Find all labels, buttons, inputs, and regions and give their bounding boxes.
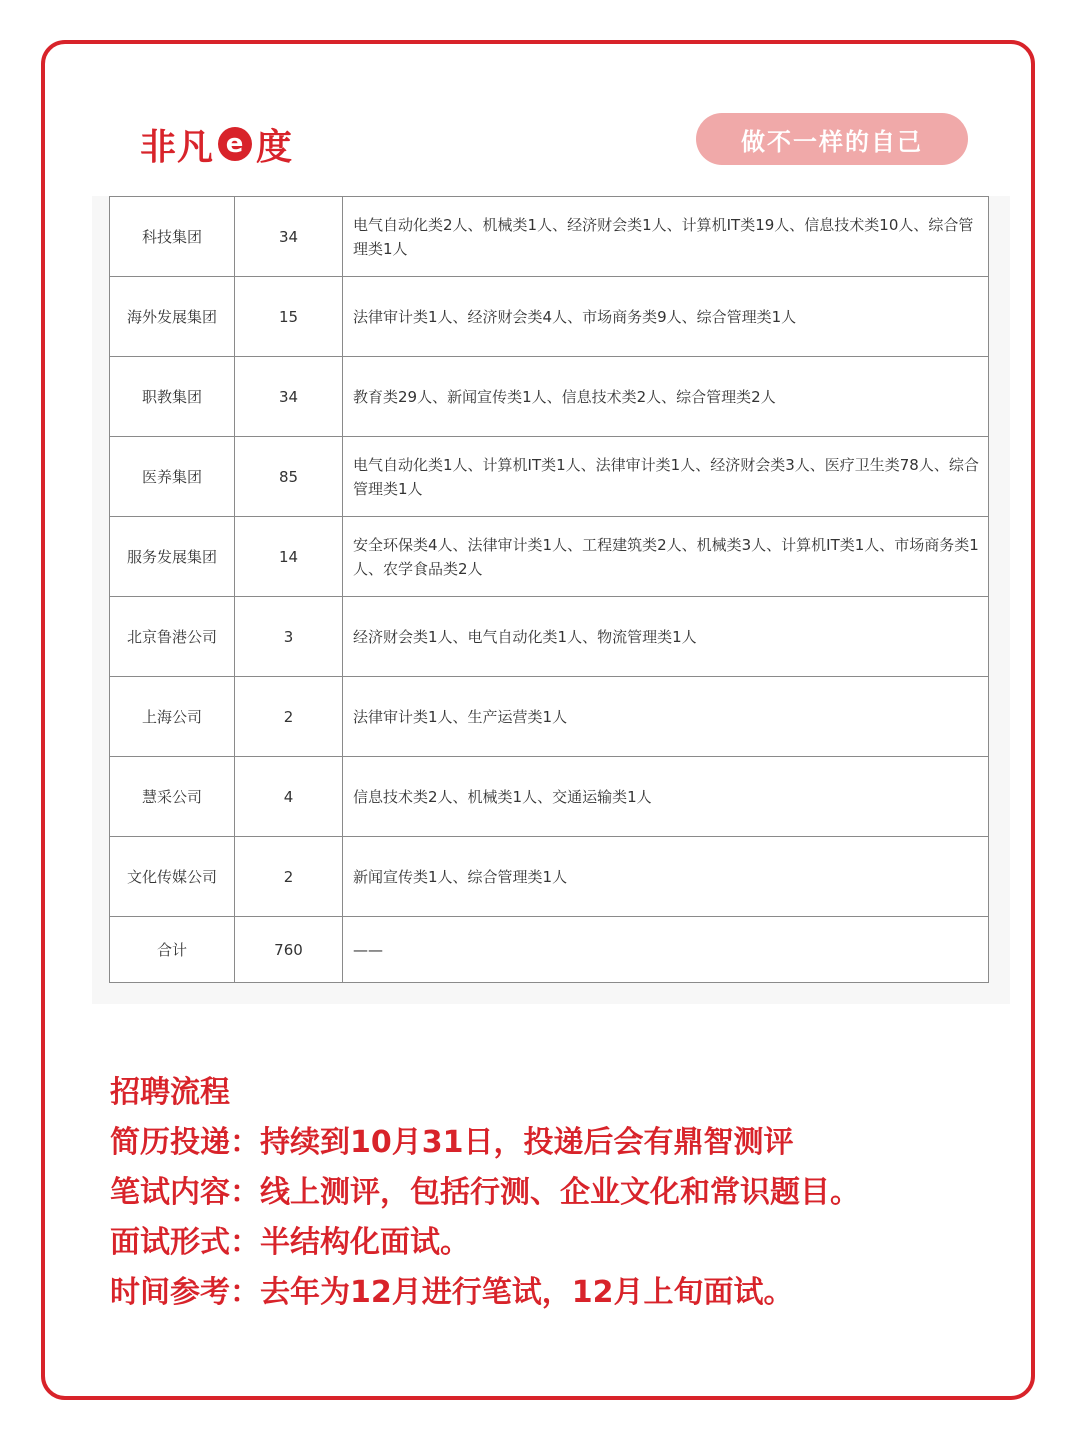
count-cell: 2: [235, 677, 343, 757]
total-label-cell: 合计: [110, 917, 235, 983]
table-row: [110, 677, 989, 757]
unit-cell: 慧采公司: [110, 757, 235, 837]
logo-e-icon: e: [218, 127, 252, 161]
table-row: [110, 277, 989, 357]
table-row: [110, 197, 989, 277]
table-row: [110, 597, 989, 677]
detail-cell: 法律审计类1人、经济财会类4人、市场商务类9人、综合管理类1人: [343, 277, 989, 357]
process-line: 简历投递：持续到10月31日，投递后会有鼎智测评: [110, 1125, 794, 1160]
process-title: 招聘流程: [110, 1075, 230, 1110]
unit-cell: 科技集团: [110, 197, 235, 277]
unit-cell: 医养集团: [110, 437, 235, 517]
process-line: 面试形式：半结构化面试。: [110, 1225, 470, 1260]
detail-cell: 信息技术类2人、机械类1人、交通运输类1人: [343, 757, 989, 837]
slogan-badge: 做不一样的自己: [696, 113, 968, 165]
total-row: [110, 917, 989, 983]
logo-suffix: 度: [256, 126, 294, 168]
process-line: 时间参考：去年为12月进行笔试，12月上旬面试。: [110, 1275, 794, 1310]
count-cell: 3: [235, 597, 343, 677]
detail-cell: 经济财会类1人、电气自动化类1人、物流管理类1人: [343, 597, 989, 677]
detail-cell: 安全环保类4人、法律审计类1人、工程建筑类2人、机械类3人、计算机IT类1人、市场商务类1人、农学食品类2人: [343, 517, 989, 597]
count-cell: 85: [235, 437, 343, 517]
detail-cell: 电气自动化类2人、机械类1人、经济财会类1人、计算机IT类19人、信息技术类10人、综合管理类1人: [343, 197, 989, 277]
unit-cell: 职教集团: [110, 357, 235, 437]
unit-cell: 上海公司: [110, 677, 235, 757]
unit-cell: 服务发展集团: [110, 517, 235, 597]
unit-cell: 海外发展集团: [110, 277, 235, 357]
detail-cell: 法律审计类1人、生产运营类1人: [343, 677, 989, 757]
count-cell: 34: [235, 357, 343, 437]
total-count-cell: 760: [235, 917, 343, 983]
detail-cell: 新闻宣传类1人、综合管理类1人: [343, 837, 989, 917]
process-line: 笔试内容：线上测评，包括行测、企业文化和常识题目。: [110, 1175, 860, 1210]
detail-cell: 电气自动化类1人、计算机IT类1人、法律审计类1人、经济财会类3人、医疗卫生类78人、综合管理类1人: [343, 437, 989, 517]
recruitment-table: [109, 196, 989, 983]
count-cell: 15: [235, 277, 343, 357]
table-row: [110, 837, 989, 917]
table-row: [110, 437, 989, 517]
unit-cell: 文化传媒公司: [110, 837, 235, 917]
unit-cell: 北京鲁港公司: [110, 597, 235, 677]
table-row: [110, 517, 989, 597]
count-cell: 14: [235, 517, 343, 597]
detail-cell: 教育类29人、新闻宣传类1人、信息技术类2人、综合管理类2人: [343, 357, 989, 437]
table-row: [110, 357, 989, 437]
total-detail-cell: ——: [343, 917, 989, 983]
count-cell: 34: [235, 197, 343, 277]
brand-logo: [140, 118, 293, 170]
logo-prefix: 非凡: [140, 126, 215, 168]
count-cell: 2: [235, 837, 343, 917]
recruitment-process: [110, 1068, 1010, 1318]
table-row: [110, 757, 989, 837]
count-cell: 4: [235, 757, 343, 837]
